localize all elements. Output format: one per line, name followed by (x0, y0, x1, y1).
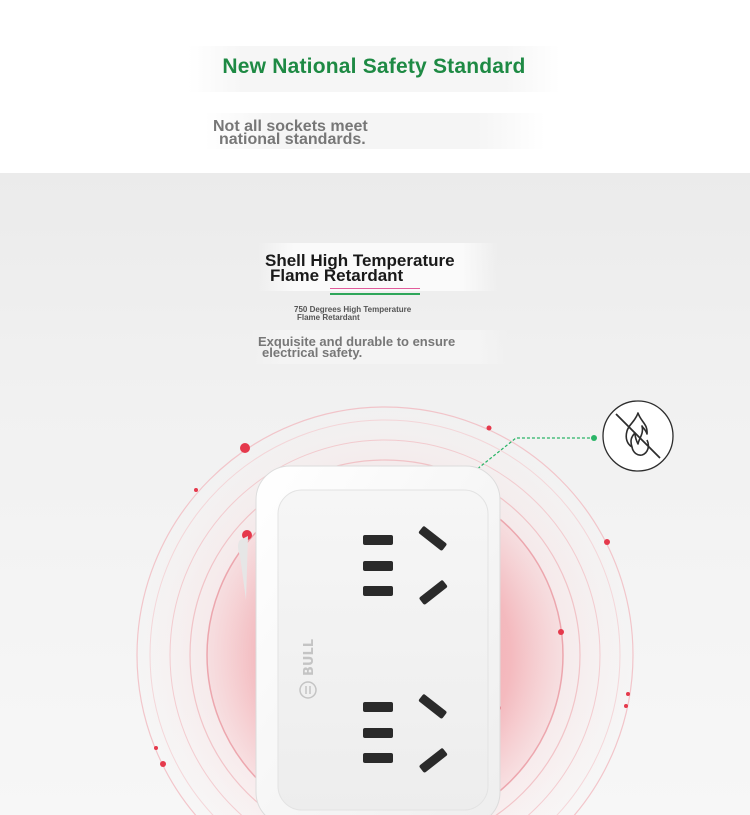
subhead (205, 113, 545, 149)
feature-description-line-1: Exquisite and durable to ensure (258, 334, 456, 349)
no-flame-icon (602, 400, 674, 472)
ring-dot (487, 426, 492, 431)
power-strip (238, 466, 500, 815)
subhead-line-2: national standards. (219, 131, 366, 148)
feature-description-line-2: electrical safety. (262, 345, 363, 360)
ring-dot (240, 443, 250, 453)
ring-dot (558, 629, 564, 635)
ring-dot (160, 761, 166, 767)
ring-dot (626, 692, 630, 696)
leader-dot (591, 435, 597, 441)
feature-caption-line-2: Flame Retardant (297, 313, 360, 322)
feature-caption-line-1: 750 Degrees High Temperature (294, 305, 412, 314)
feature-title-line-2: Flame Retardant (270, 266, 404, 285)
feature-title (258, 243, 498, 291)
brand-text: BULL (302, 638, 317, 676)
feature-description (252, 330, 508, 364)
title-underline (330, 288, 420, 295)
ring-dot (624, 704, 628, 708)
subhead-line-1: Not all sockets meet (213, 118, 368, 135)
ring-dot (154, 746, 158, 750)
ring-dot (604, 539, 610, 545)
headline: New National Safety Standard (188, 46, 560, 92)
feature-title-line-1: Shell High Temperature (265, 251, 455, 270)
ring-dot (194, 488, 198, 492)
